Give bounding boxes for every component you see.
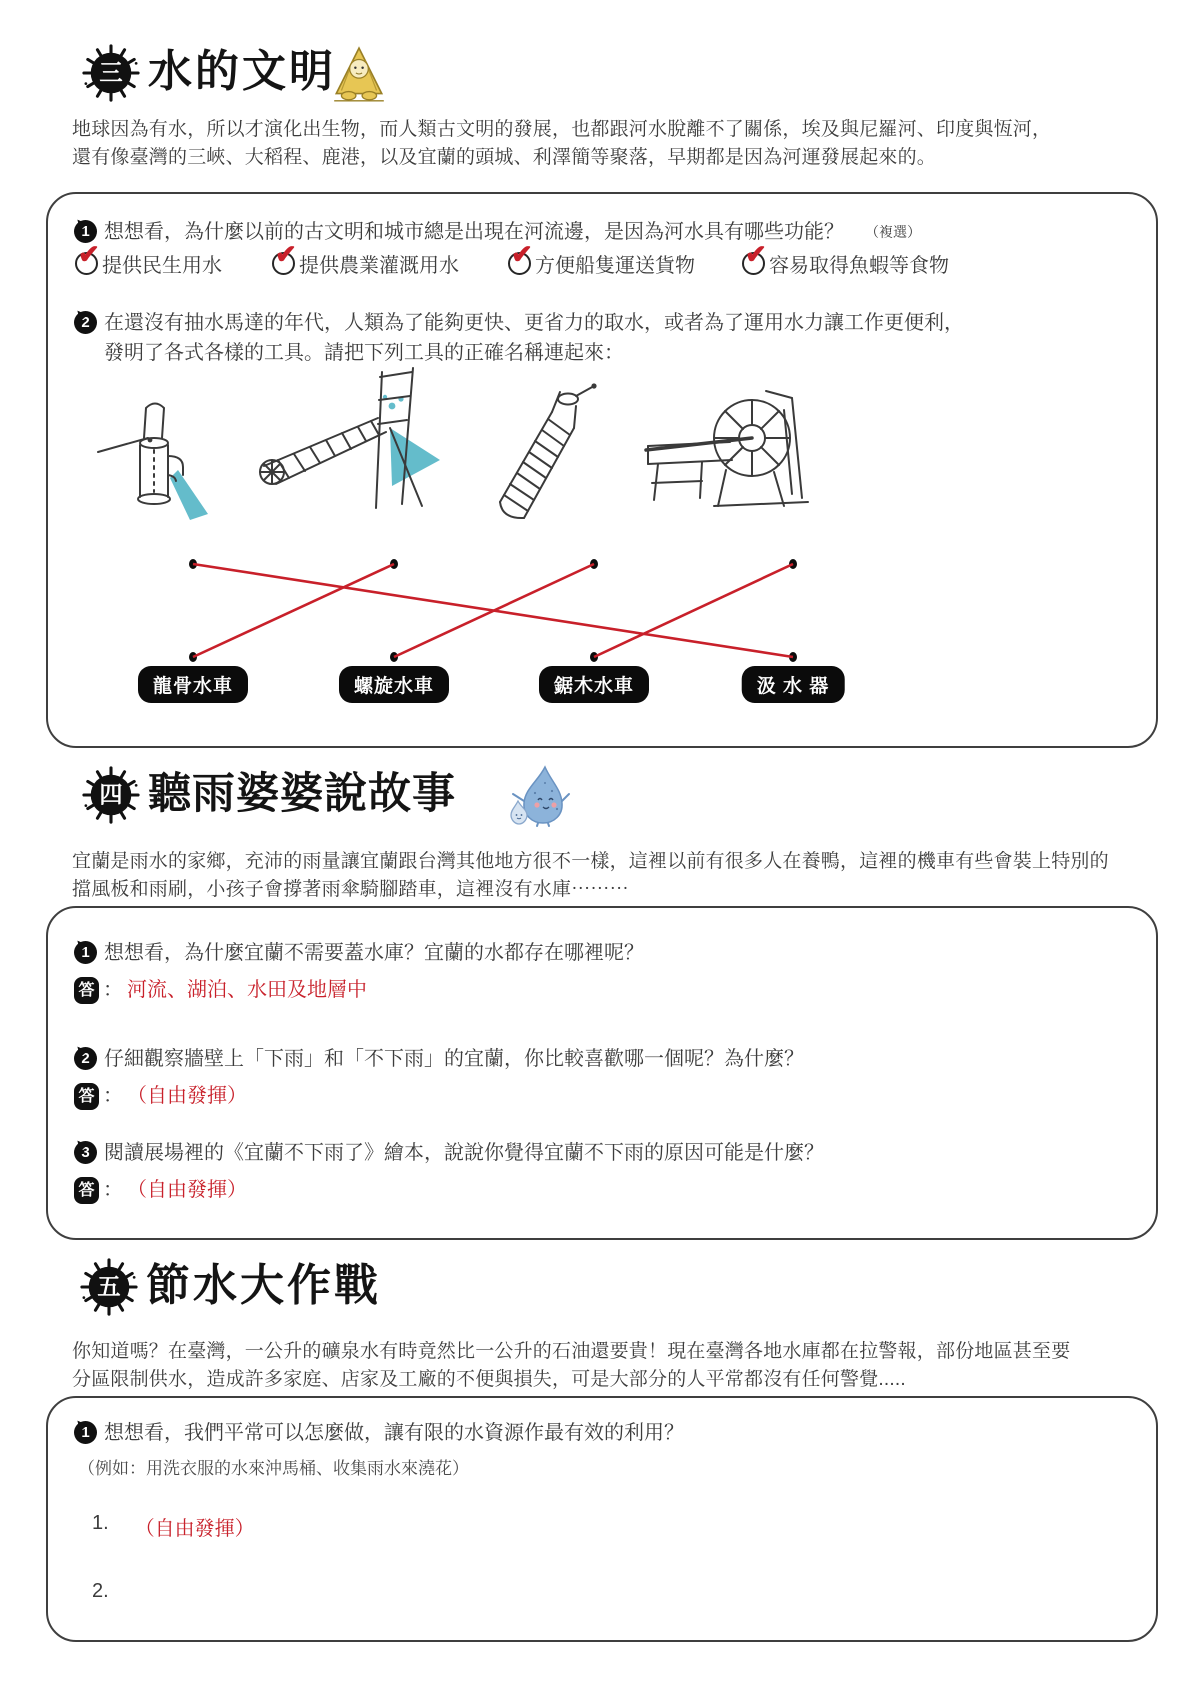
civ-option-3: ✔ 方便船隻運送貨物	[508, 249, 695, 278]
svg-text:四: 四	[99, 781, 123, 809]
rain-question-2: 2 仔細觀察牆壁上「下雨」和「不下雨」的宜蘭，你比較喜歡哪一個呢？為什麼？	[74, 1044, 804, 1074]
answer-text: （自由發揮）	[127, 1179, 247, 1201]
question-number-badge: 1	[74, 220, 97, 243]
rain-question-1: 1 想想看，為什麼宜蘭不需要蓋水庫？宜蘭的水都存在哪裡呢？	[74, 938, 644, 968]
answer-line-1	[92, 1512, 255, 1541]
section5-number-badge	[80, 1258, 138, 1316]
example-hint: （例如：用洗衣服的水來沖馬桶、收集雨水來澆花）	[78, 1459, 469, 1478]
match-answer-line	[193, 564, 394, 657]
checkbox-checked-icon: ✔	[75, 252, 98, 275]
rain-question-3: 3 閱讀展場裡的《宜蘭不下雨了》繪本，說說你覺得宜蘭不下雨的原因可能是什麼？	[74, 1138, 824, 1168]
section4-intro: 宜蘭是雨水的家鄉，充沛的雨量讓宜蘭跟台灣其他地方很不一樣，這裡以前有很多人在養鴨，這裡的機車有些會裝上特別的 擋風板和雨刷，小孩子會撐著雨傘騎腳踏車，這裡沒有水庫⋯⋯⋯	[72, 851, 1109, 900]
section3-title: 水的文明	[148, 46, 336, 97]
svg-text:五: 五	[97, 1273, 121, 1301]
checkbox-checked-icon: ✔	[272, 252, 295, 275]
section4-number-badge	[82, 766, 140, 824]
ink-splat-icon	[80, 1258, 138, 1316]
answer-badge: 答	[74, 1083, 99, 1110]
checkbox-checked-icon: ✔	[508, 252, 531, 275]
sawmill-waterwheel-illustration	[640, 380, 815, 515]
ink-splat-icon	[82, 44, 140, 102]
question-number-badge: 2	[74, 311, 97, 334]
ink-splat-icon	[82, 766, 140, 824]
answer-line-2	[92, 1580, 135, 1603]
match-answer-line	[594, 564, 793, 657]
civ-option-4: ✔ 容易取得魚蝦等食物	[742, 249, 949, 278]
section3-number-badge	[82, 44, 140, 102]
answer-text: 河流、湖泊、水田及地層中	[127, 979, 367, 1001]
multi-select-note: （複選）	[865, 224, 921, 240]
question-number-badge: 1	[74, 1421, 97, 1444]
section3-intro: 地球因為有水，所以才演化出生物，而人類古文明的發展，也都跟河水脫離不了關係，埃及與尼羅河、印度與恆河， 還有像臺灣的三峽、大稻程、鹿港，以及宜蘭的頭城、利澤簡等聚落，早期都是因為河運發展起來的。	[72, 119, 1052, 168]
answer-index: 1.	[92, 1512, 109, 1534]
civ-question-1: 1 想想看，為什麼以前的古文明和城市總是出現在河流邊，是因為河水具有哪些功能？ （複選）	[74, 217, 921, 247]
tool-label-1: 龍骨水車	[138, 666, 248, 703]
civ-question-2: 2 在還沒有抽水馬達的年代，人類為了能夠更快、更省力的取水，或者為了運用水力讓工作更便利， 發明了各式各樣的工具。請把下列工具的正確名稱連起來：	[74, 308, 964, 368]
svg-text:三: 三	[99, 59, 123, 87]
match-answer-line	[394, 564, 594, 657]
answer-badge: 答	[74, 1177, 99, 1204]
matching-lines-canvas	[46, 540, 1154, 670]
civ-option-1: ✔ 提供民生用水	[75, 249, 222, 278]
question-number-badge: 3	[74, 1141, 97, 1164]
section5-title: 節水大作戰	[146, 1260, 381, 1311]
saving-question-1: 1 想想看，我們平常可以怎麼做，讓有限的水資源作最有效的利用？	[74, 1418, 684, 1448]
tool-label-3: 鋸木水車	[539, 666, 649, 703]
rain-answer-1: 答 ： 河流、湖泊、水田及地層中	[74, 976, 367, 1004]
question-number-badge: 2	[74, 1047, 97, 1070]
answer-text: （自由發揮）	[134, 1518, 255, 1540]
tool-label-2: 螺旋水車	[339, 666, 449, 703]
answer-badge: 答	[74, 977, 99, 1004]
sphinx-icon	[328, 46, 390, 104]
section5-intro: 你知道嗎？在臺灣，一公升的礦泉水有時竟然比一公升的石油還要貴！現在臺灣各地水庫都在拉警報，部份地區甚至要 分區限制供水，造成許多家庭、店家及工廠的不便與損失，可是大部分的人平常都沒有任何警覺.....	[72, 1341, 1071, 1390]
tool-label-4: 汲 水 器	[742, 666, 845, 703]
hand-pump-illustration	[92, 386, 242, 536]
answer-text: （自由發揮）	[127, 1085, 247, 1107]
section4-title: 聽雨婆婆說故事	[148, 769, 456, 819]
screw-waterwheel-illustration	[488, 378, 603, 528]
rain-granny-icon	[505, 763, 571, 829]
rain-answer-3: 答 ： （自由發揮）	[74, 1176, 247, 1204]
question-number-badge: 1	[74, 941, 97, 964]
civ-option-2: ✔ 提供農業灌溉用水	[272, 249, 459, 278]
dragon-bone-waterwheel-illustration	[250, 366, 455, 516]
answer-index: 2.	[92, 1580, 109, 1602]
rain-answer-2: 答 ： （自由發揮）	[74, 1082, 247, 1110]
checkbox-checked-icon: ✔	[742, 252, 765, 275]
